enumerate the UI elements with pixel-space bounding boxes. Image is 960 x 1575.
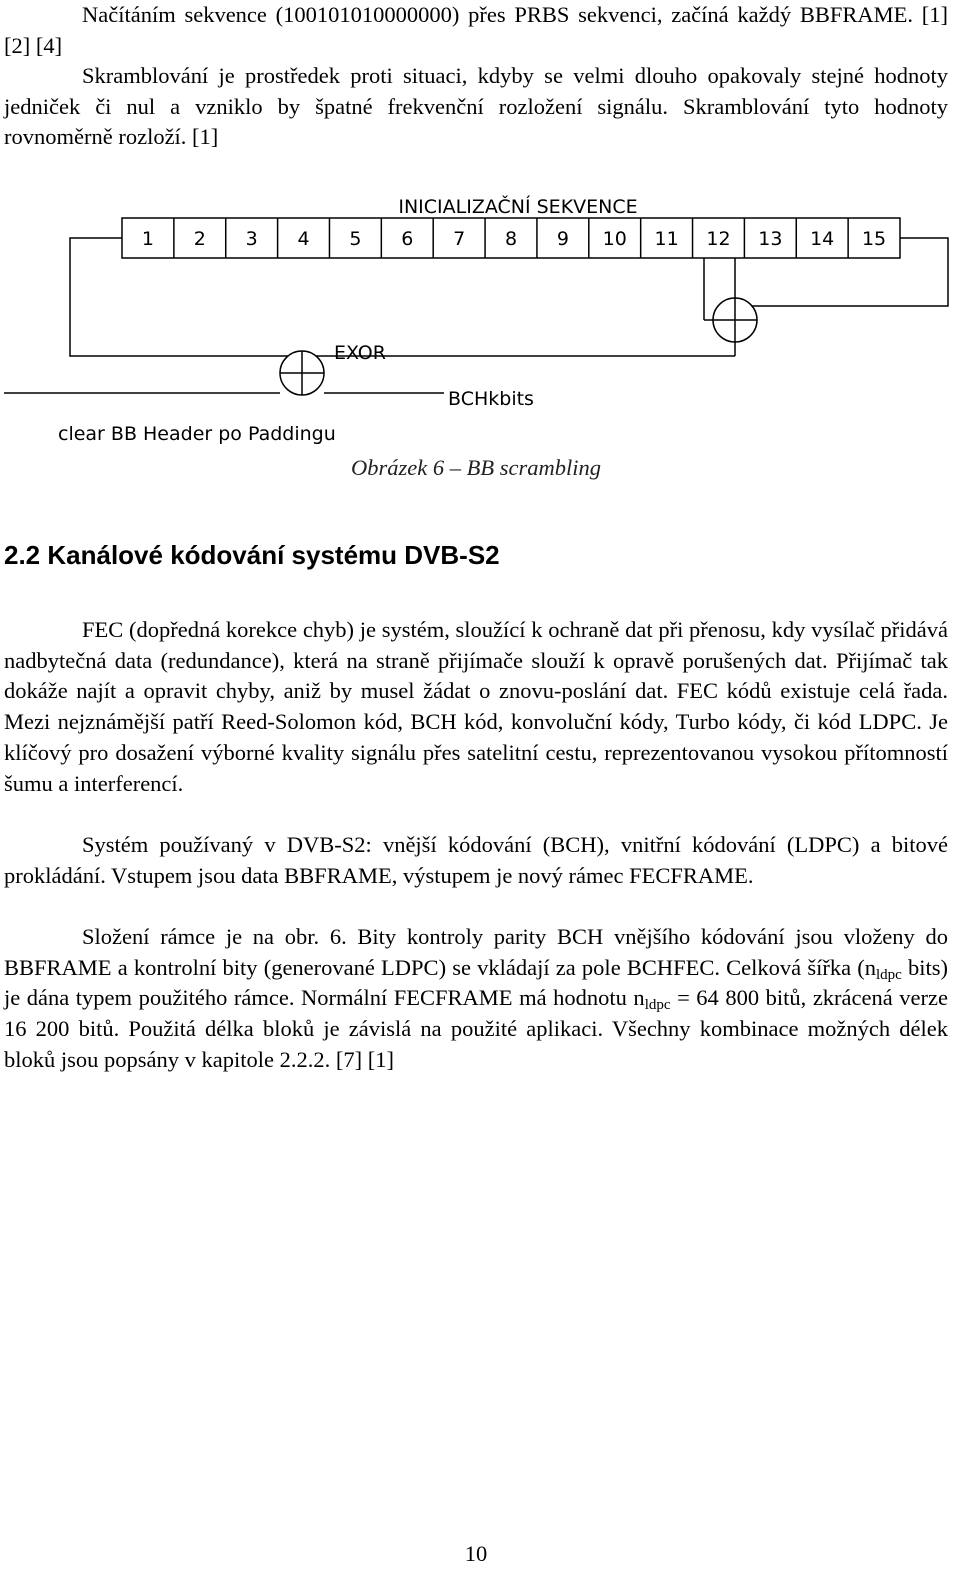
register-cell-2: 2: [193, 228, 206, 250]
body-paragraph-3-part-c: = 64 800 bitů, zkrácená verze 16 200 bitů. Použitá délka bloků je závislá na použité aplikaci. Všechny kombinace možných délek bloků jsou popsány v kapitole 2.2.2. [7] [1]: [4, 985, 948, 1072]
body-paragraph-3-part-a: Složení rámce je na obr. 6. Bity kontroly parity BCH vnějšího kódování jsou vloženy do BBFRAME a kontrolní bity (generované LDPC) se vkládají za pole BCHFEC. Celková šířka (n: [4, 924, 948, 980]
register-cell-3: 3: [245, 228, 258, 250]
feedback-lines: [4, 238, 948, 393]
register-cell-6: 6: [401, 228, 414, 250]
body-paragraph-2: Systém používaný v DVB-S2: vnější kódování (BCH), vnitřní kódování (LDPC) a bitové prokládání. Vstupem jsou data BBFRAME, výstupem je nový rámec FECFRAME.: [4, 832, 948, 888]
ldpc-subscript-2: ldpc: [644, 997, 671, 1014]
section-heading: 2.2 Kanálové kódování systému DVB-S2: [4, 540, 500, 570]
output-label: BCHkbits: [448, 388, 534, 410]
register-cell-9: 9: [556, 228, 569, 250]
register-cell-12: 12: [706, 228, 731, 250]
register-cell-7: 7: [453, 228, 466, 250]
register-cell-8: 8: [504, 228, 518, 250]
bb-scrambling-diagram: [0, 186, 960, 448]
body-paragraph-3-part-b: bits) je dána typem použitého rámce. Normální FECFRAME má hodnotu n: [4, 954, 948, 1011]
register-cell-14: 14: [810, 228, 835, 250]
register-cell-11: 11: [654, 228, 679, 250]
figure-caption: Obrázek 6 – BB scrambling: [351, 455, 601, 480]
xor-circle-output: [280, 351, 324, 395]
xor-label: EXOR: [334, 342, 386, 364]
register-cell-10: 10: [602, 228, 627, 250]
body-paragraph-3: [4, 922, 948, 1076]
ldpc-subscript-1: ldpc: [875, 966, 902, 983]
xor-circle-feedback: [713, 298, 757, 342]
page-number: 10: [464, 1541, 488, 1566]
register-cell-15: 15: [861, 228, 887, 250]
register-cell-5: 5: [349, 228, 362, 250]
diagram-title: INICIALIZAČNÍ SEKVENCE: [398, 196, 638, 218]
input-label: clear BB Header po Paddingu: [58, 423, 336, 445]
intro-paragraph-2: Skramblování je prostředek proti situaci, kdyby se velmi dlouho opakovaly stejné hodnoty jedniček či nul a vzniklo by špatné frekvenční rozložení signálu. Skramblování tyto hodnoty rovnoměrně rozloží. [1]: [4, 63, 948, 150]
register-cell-4: 4: [297, 228, 310, 250]
register-cell-1: 1: [141, 228, 154, 250]
intro-paragraph-1: Načítáním sekvence (100101010000000) přes PRBS sekvenci, začíná každý BBFRAME. [1] [2] [4]: [4, 2, 948, 58]
register-cell-13: 13: [758, 228, 783, 250]
body-paragraph-1: FEC (dopředná korekce chyb) je systém, sloužící k ochraně dat při přenosu, kdy vysílač přidává nadbytečná data (redundance), která na straně přijímače slouží k opravě porušených dat. Přijímač tak dokáže najít a opravit chyby, aniž by musel žádat o znovu-poslání dat. FEC kódů existuje celá řada. Mezi nejznámější patří Reed-Solomon kód, BCH kód, konvoluční kódy, Turbo kódy, či kód LDPC. Je klíčový pro dosažení výborné kvality signálu přes satelitní cestu, reprezentovanou vysokou přítomností šumu a interferencí.: [4, 617, 948, 796]
